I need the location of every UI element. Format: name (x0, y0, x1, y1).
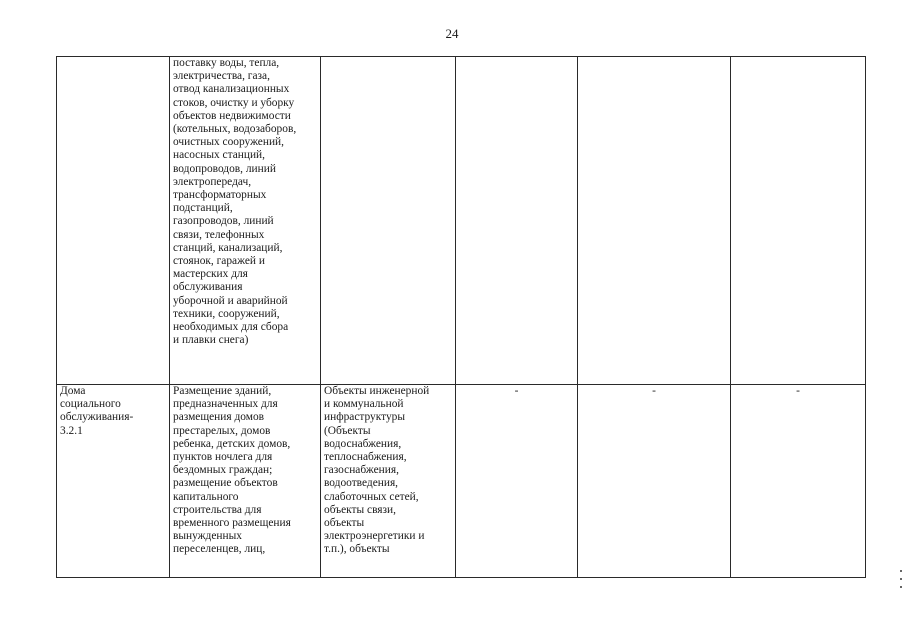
cell-description: поставку воды, тепла, электричества, газа, отвод канализационных стоков, очистку и уборку объектов недвижимости (котельных, водозаборов, очистных сооружений, насосных станций, водопроводов, линий электропередач, трансформаторных подстанций, газопроводов, линий связи, телефонных станций, канализаций, стоянок, гаражей и мастерских для обслуживания уборочной и аварийной техники, сооружений, необходимых для сбора и плавки снега) (170, 57, 321, 385)
table-row (57, 57, 866, 385)
cell-description: Размещение зданий, предназначенных для размещения домов престарелых, домов ребенка, детских домов, пунктов ночлега для бездомных граждан; размещение объектов капитального строительства для временного размещения вынужденных переселенцев, лиц, (170, 385, 321, 578)
cell-name (57, 57, 170, 385)
scan-speck (900, 570, 902, 572)
cell-auxiliary (321, 57, 456, 385)
land-use-table (56, 56, 866, 578)
page-number: 24 (445, 26, 459, 41)
cell-col6: - (731, 385, 866, 578)
cell-col4: - (456, 385, 578, 578)
scan-speck (900, 578, 902, 580)
table-row (57, 385, 866, 578)
cell-name: Дома социального обслуживания- 3.2.1 (57, 385, 170, 578)
cell-auxiliary: Объекты инженерной и коммунальной инфраструктуры (Объекты водоснабжения, теплоснабжения, газоснабжения, водоотведения, слаботочных сетей, объекты связи, объекты электроэнергетики и т.п.), объекты (321, 385, 456, 578)
cell-col4 (456, 57, 578, 385)
cell-col5 (578, 57, 731, 385)
cell-col6 (731, 57, 866, 385)
cell-col5: - (578, 385, 731, 578)
scan-speck (900, 586, 902, 588)
